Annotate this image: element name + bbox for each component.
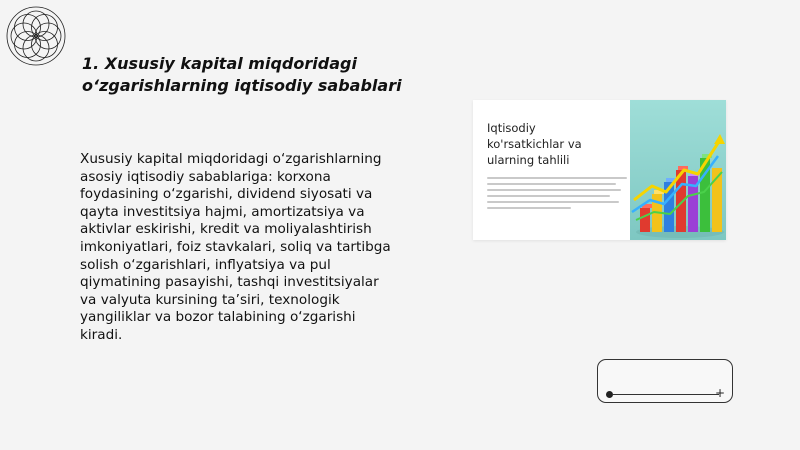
card-title-line: Iqtisodiy bbox=[487, 121, 536, 135]
slide-title-line: 1. Xususiy kapital miqdoridagi bbox=[82, 54, 357, 73]
body-line: solish o‘zgarishlari, inflyatsiya va pul bbox=[80, 256, 331, 273]
body-line: yangiliklar va bozor talabining o‘zgarishi bbox=[80, 309, 356, 326]
card-title bbox=[487, 120, 627, 168]
placeholder-line bbox=[487, 183, 616, 185]
card-title-line: ko'rsatkichlar va bbox=[487, 137, 582, 151]
audio-player[interactable] bbox=[597, 359, 733, 403]
body-line: qiymatining pasayishi, tashqi investitsiyalar bbox=[80, 274, 379, 291]
body-line: asosiy iqtisodiy sabablariga: korxona bbox=[80, 168, 331, 185]
card-title-line: ularning tahlili bbox=[487, 153, 570, 167]
body-line: aktivlar eskirishi, kredit va moliyalashtirish bbox=[80, 221, 372, 238]
progress-track[interactable] bbox=[613, 394, 719, 395]
slide-title bbox=[82, 53, 412, 97]
placeholder-line bbox=[487, 201, 619, 203]
placeholder-line bbox=[487, 189, 621, 191]
placeholder-line bbox=[487, 207, 571, 209]
playhead-handle[interactable] bbox=[606, 391, 613, 398]
document-preview-card[interactable] bbox=[473, 100, 726, 240]
decorative-rosette-icon bbox=[4, 4, 68, 68]
placeholder-line bbox=[487, 177, 627, 179]
body-line: Xususiy kapital miqdoridagi o‘zgarishlarning bbox=[80, 151, 382, 167]
body-line: va valyuta kursining ta’siri, texnologik bbox=[80, 291, 340, 308]
body-line: kiradi. bbox=[80, 326, 123, 343]
slide-body-text bbox=[80, 151, 425, 345]
body-line: qayta investitsiya hajmi, amortizatsiya va bbox=[80, 203, 365, 220]
card-placeholder-text bbox=[487, 177, 627, 213]
slide-title-line: o‘zgarishlarning iqtisodiy sabablari bbox=[82, 76, 402, 95]
bar-chart-growth-icon bbox=[630, 100, 726, 240]
placeholder-line bbox=[487, 195, 610, 197]
plus-icon[interactable]: + bbox=[714, 386, 726, 400]
body-line: imkoniyatlari, foiz stavkalari, soliq va tartibga bbox=[80, 238, 391, 255]
body-line: foydasining o‘zgarishi, dividend siyosati va bbox=[80, 186, 373, 203]
